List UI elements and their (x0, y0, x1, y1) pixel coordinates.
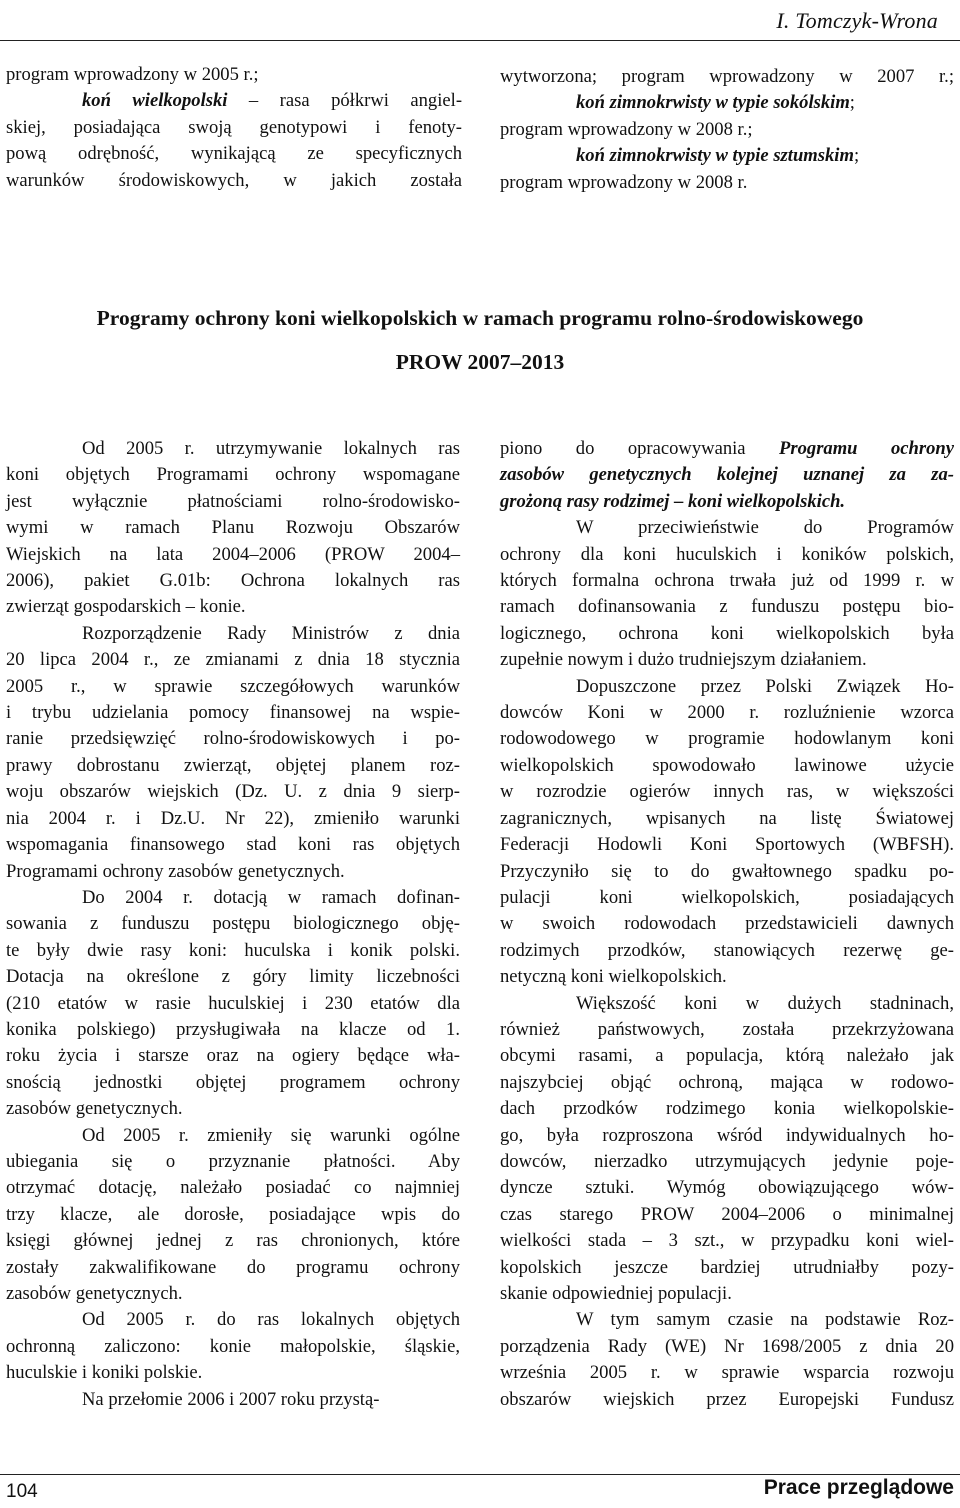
punctuation: ; (849, 92, 855, 114)
top-left-column (6, 62, 462, 194)
paragraph-line: grożoną rasy rodzimej – koni wielkopolskich. (500, 490, 846, 512)
paragraph-line: Dotacja na określone z góry limity liczebności (6, 966, 460, 988)
paragraph-line: porządzenia Rady (WE) Nr 1698/2005 z dnia 20 (500, 1335, 954, 1357)
paragraph-line: ranie przedsięwzięć rolno-środowiskowych i po- (6, 728, 460, 750)
paragraph-line: W tym samym czasie na podstawie Roz- (576, 1309, 954, 1331)
paragraph-line: 2006), pakiet G.01b: Ochrona lokalnych ras (6, 570, 460, 592)
breed-name: koń zimnokrwisty w typie sztumskim (576, 145, 854, 167)
paragraph-line: ochronną zaliczono: konie małopolskie, śląskie, (6, 1335, 460, 1357)
paragraph-line: dowców Koni w 2000 r. rozluźnienie wzorca (500, 702, 954, 724)
paragraph-line: program wprowadzony w 2005 r.; (6, 64, 259, 85)
paragraph-line: czas starego PROW 2004–2006 o minimalnej (500, 1203, 954, 1225)
top-right-column (500, 64, 954, 196)
paragraph-line: huculskie i koniki polskie. (6, 1362, 203, 1384)
paragraph-line: wielkości stada – 3 szt., w przypadku koni wiel- (500, 1230, 954, 1252)
paragraph-line: września 2005 r. w sprawie wsparcia rozwoju (500, 1362, 954, 1384)
paragraph-line: koń wielkopolski – rasa półkrwi angiel- (82, 90, 463, 112)
punctuation: ; (853, 145, 860, 167)
paragraph-line: wytworzona; program wprowadzony w 2007 r.; (500, 66, 954, 87)
paragraph-line: prawy dobrostanu zwierząt, objętej planem roz- (6, 754, 460, 776)
section-title: Programy ochrony koni wielkopolskich w ramach programu rolno-środowiskowego (96, 306, 864, 330)
paragraph-line: woju obszarów wiejskich (Dz. U. z dnia 9 sierp- (6, 781, 460, 803)
page-number: 104 (6, 1481, 38, 1502)
paragraph-line: rodowodowego w programie hodowlanym koni (500, 728, 954, 750)
footer-divider (0, 1474, 960, 1475)
paragraph-line: których formalna ochrona trwała już od 1999 r. w (500, 570, 954, 592)
paragraph-line: 20 lipca 2004 r., ze zmianami z dnia 18 stycznia (6, 649, 460, 671)
paragraph-line: zostały zakwalifikowane do programu ochrony (6, 1256, 460, 1278)
paragraph-line: Dopuszczone przez Polski Związek Ho- (576, 675, 954, 697)
footer-section-name: Prace przeglądowe (763, 1476, 954, 1499)
header-divider (0, 40, 960, 41)
paragraph-line: nia 2004 r. i Dz.U. Nr 22), zmieniło warunki (6, 807, 460, 829)
paragraph-line: dach przodków rodzimego konia wielkopolskie- (500, 1098, 954, 1120)
paragraph-line: koni objętych Programami ochrony wspomagane (6, 464, 460, 486)
paragraph-line: i trybu udzielania pomocy finansowej na wspie- (6, 702, 460, 724)
paragraph-line: w rozrodzie ogierów innych ras, w większości (500, 781, 954, 803)
paragraph-line: konika polskiego) przysługiwała na klacze od 1. (6, 1018, 460, 1040)
paragraph-line: Federacji Hodowli Koni Sportowych (WBFSH). (500, 834, 954, 856)
paragraph-line: Do 2004 r. dotacją w ramach dofinan- (82, 886, 460, 908)
paragraph-line (500, 436, 954, 462)
paragraph-line: zasobów genetycznych. (6, 1283, 183, 1304)
paragraph-line: księgi głównej jednej z ras chronionych, które (6, 1230, 460, 1252)
paragraph-line: ramach dofinansowania z funduszu postępu bio- (500, 596, 954, 618)
paragraph-line: obcymi rasami, a populacja, którą należało jak (500, 1045, 954, 1067)
paragraph-line: Od 2005 r. utrzymywanie lokalnych ras (82, 438, 460, 459)
paragraph-line: Od 2005 r. zmieniły się warunki ogólne (82, 1124, 460, 1146)
paragraph-line: skanie odpowiedniej populacji. (500, 1283, 732, 1304)
paragraph-line: skiej, posiadająca swoją genotypowi i fenoty- (6, 116, 462, 138)
program-title: Programu ochrony (779, 438, 954, 459)
paragraph-line: roku życia i starsze oraz na ogiery będące wła- (6, 1045, 460, 1067)
paragraph-line: dyncze sztuki. Wymóg obowiązującego wów- (500, 1177, 954, 1199)
paragraph-line: zasobów genetycznych kolejnej uznanej za za- (500, 464, 954, 486)
running-header-author: I. Tomczyk-Wrona (776, 8, 938, 33)
paragraph-line: te były dwie rasy koni: huculska i konik polski. (6, 939, 460, 961)
paragraph-line: trzy klacze, ale dorosłe, posiadające wpis do (6, 1203, 460, 1225)
paragraph-line: snością jednostki objętej programem ochrony (6, 1071, 460, 1093)
paragraph-line: najszybciej objąć ochroną, mająca w rodowo- (500, 1071, 954, 1093)
paragraph-line: dowców, nierzadko utrzymujących jedynie poje- (500, 1150, 954, 1172)
paragraph-line: wielkopolskich spowodowało lawinowe użycie (500, 754, 954, 776)
paragraph-line: (210 etatów w rasie huculskiej i 230 etatów dla (6, 992, 460, 1014)
paragraph-line: zupełnie nowym i dużo trudniejszym działaniem. (500, 649, 867, 671)
paragraph-line: wspomagania finansowego stad koni ras objętych (6, 834, 460, 856)
paragraph-line: go, była rozproszona wśród indywidualnych ho- (500, 1124, 954, 1146)
paragraph-line: Programami ochrony zasobów genetycznych. (6, 860, 345, 882)
paragraph-line: program wprowadzony w 2008 r. (500, 171, 748, 193)
paragraph-line: 2005 r., w sprawie szczegółowych warunków (6, 675, 460, 697)
paragraph-line: Rozporządzenie Rady Ministrów z dnia (82, 622, 460, 644)
paragraph-line: warunków środowiskowych, w jakich została (6, 169, 462, 191)
paragraph-line: netyczną koni wielkopolskich. (500, 966, 727, 988)
paragraph-line: zwierząt gospodarskich – konie. (6, 596, 246, 618)
paragraph-line: Od 2005 r. do ras lokalnych objętych (82, 1309, 460, 1331)
paragraph-line: zasobów genetycznych. (6, 1098, 183, 1120)
text-run: piono do opracowywania (500, 438, 779, 459)
paragraph-line: zagranicznych, wpisanych na listę Światowej (500, 807, 954, 829)
paragraph-line: pulacji koni wielkopolskich, posiadających (500, 886, 954, 908)
paragraph-line: Przyczyniło się to do gwałtownego spadku po- (500, 860, 954, 882)
section-subtitle: PROW 2007–2013 (395, 350, 565, 374)
bottom-left-column (6, 436, 460, 1413)
paragraph-line (500, 90, 954, 116)
paragraph-line: Wiejskich na lata 2004–2006 (PROW 2004– (6, 543, 460, 565)
paragraph-line: logicznego, ochrona koni wielkopolskich była (500, 622, 954, 644)
paragraph-line: kopolskich jeszcze bardziej utrudniałby pozy- (500, 1256, 954, 1278)
paragraph-line: również państwowych, została przekrzyżowana (500, 1018, 954, 1040)
paragraph-line: Na przełomie 2006 i 2007 roku przystą- (82, 1388, 380, 1410)
paragraph-line: W przeciwieństwie do Programów (576, 517, 954, 539)
bottom-right-column (500, 436, 954, 1413)
paragraph-line: obszarów wiejskich przez Europejski Fundusz (500, 1388, 954, 1410)
paragraph-line: wymi w ramach Planu Rozwoju Obszarów (6, 517, 460, 539)
paragraph-line: otrzymać dotację, należało posiadać co najmniej (6, 1177, 460, 1199)
paragraph-line: ubiegania się o przyznanie płatności. Aby (6, 1150, 460, 1172)
breed-name: koń wielkopolski (82, 90, 228, 112)
paragraph-line: Większość koni w dużych stadninach, (576, 992, 954, 1014)
paragraph-line: jest wyłącznie płatnościami rolno-środowisko- (6, 490, 460, 512)
paragraph-line: ochrony dla koni huculskich i koników polskich, (500, 543, 954, 565)
paragraph-line: rodzimych przodków, stanowiących rezerwę ge- (500, 939, 954, 961)
paragraph-line: pową odrębność, wynikającą ze specyficznych (6, 143, 462, 165)
breed-name: koń zimnokrwisty w typie sokólskim (576, 92, 850, 114)
paragraph-line: w swoich rodowodach przedstawicieli dawnych (500, 913, 954, 935)
paragraph-line (500, 143, 954, 169)
paragraph-line: program wprowadzony w 2008 r.; (500, 118, 753, 140)
paragraph-line: sowania z funduszu postępu biologicznego obję- (6, 913, 460, 935)
